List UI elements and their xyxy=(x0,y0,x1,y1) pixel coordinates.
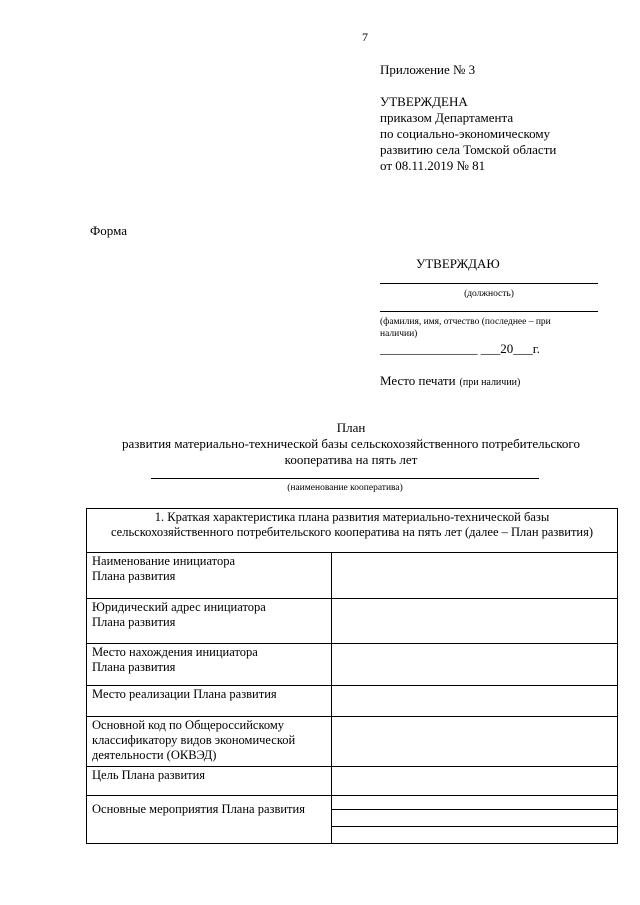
table-row xyxy=(87,796,618,844)
row-label xyxy=(87,767,332,796)
position-line xyxy=(380,283,598,284)
row-label-line: Основные мероприятия Плана развития xyxy=(92,802,305,816)
order-line: приказом Департамента xyxy=(380,110,514,125)
approval-heading: УТВЕРЖДАЮ xyxy=(416,256,500,271)
table-row xyxy=(87,686,618,717)
row-label-line: Плана развития xyxy=(92,569,176,583)
row-label-line: Место реализации Плана развития xyxy=(92,687,277,701)
activity-subrow xyxy=(332,810,617,827)
row-label-line: классификатору видов экономической xyxy=(92,733,296,747)
table-row xyxy=(87,717,618,767)
cooperative-name-line xyxy=(151,478,539,479)
row-label xyxy=(87,717,332,767)
plan-subtitle-1: развития материально-технической базы сельскохозяйственного потребительского xyxy=(122,436,580,451)
row-value-cell[interactable] xyxy=(332,767,618,796)
row-value-cell[interactable] xyxy=(332,717,618,767)
row-value-cell[interactable] xyxy=(332,796,618,844)
plan-subtitle-2: кооператива на пять лет xyxy=(284,452,418,467)
table-row xyxy=(87,644,618,686)
row-label-line: Основной код по Общероссийскому xyxy=(92,718,285,732)
order-date-line: от 08.11.2019 № 81 xyxy=(380,158,486,173)
table-row xyxy=(87,599,618,644)
stamp-main: Место печати xyxy=(380,373,456,388)
row-label xyxy=(87,796,332,844)
row-label-line: Наименование инициатора xyxy=(92,554,236,568)
stamp-note: (при наличии) xyxy=(459,377,521,388)
form-label: Форма xyxy=(90,223,127,238)
table-row xyxy=(87,767,618,796)
row-label xyxy=(87,686,332,717)
row-label xyxy=(87,644,332,686)
cooperative-name-caption: (наименование кооператива) xyxy=(287,483,403,493)
row-label-line: Плана развития xyxy=(92,615,176,629)
row-value-cell[interactable] xyxy=(332,599,618,644)
name-caption-1: (фамилия, имя, отчество (последнее – при xyxy=(380,317,551,327)
row-label-line: Место нахождения инициатора xyxy=(92,645,258,659)
name-line xyxy=(380,311,598,312)
approved-stamp-line: УТВЕРЖДЕНА xyxy=(380,94,468,109)
table-row xyxy=(87,553,618,599)
row-label-line: деятельности (ОКВЭД) xyxy=(92,748,217,762)
name-caption-2: наличии) xyxy=(380,329,418,339)
row-label-line: Цель Плана развития xyxy=(92,768,206,782)
row-value-cell[interactable] xyxy=(332,553,618,599)
plan-characteristics-table xyxy=(86,508,618,844)
date-line: _______________ ___20___г. xyxy=(380,341,540,356)
page-number: 7 xyxy=(362,30,368,44)
row-value-cell[interactable] xyxy=(332,686,618,717)
section-header: 1. Краткая характеристика плана развития материально-технической базы сельскохозяйственного потребительского кооператива на пять лет (далее – План развития) xyxy=(87,509,618,553)
row-label-line: Плана развития xyxy=(92,660,176,674)
stamp-place xyxy=(380,372,520,390)
row-label-line: Юридический адрес инициатора xyxy=(92,600,266,614)
appendix-block xyxy=(380,62,556,174)
department-line: по социально-экономическому xyxy=(380,126,551,141)
region-line: развитию села Томской области xyxy=(380,142,557,157)
activity-subrow xyxy=(332,796,617,810)
appendix-title: Приложение № 3 xyxy=(380,62,476,77)
plan-title: План xyxy=(336,420,366,435)
row-label xyxy=(87,599,332,644)
row-label xyxy=(87,553,332,599)
position-caption: (должность) xyxy=(464,289,514,299)
row-value-cell[interactable] xyxy=(332,644,618,686)
table-header-row xyxy=(87,509,618,553)
